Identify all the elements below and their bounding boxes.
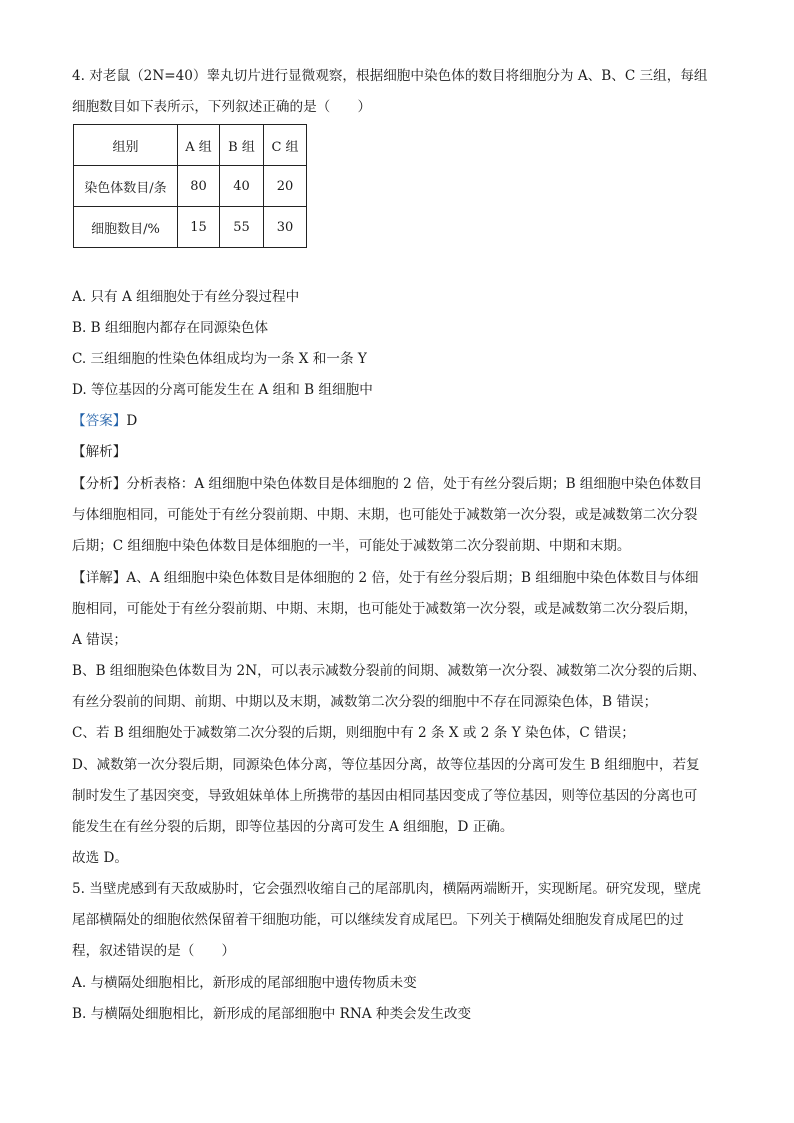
chromosome-table xyxy=(73,124,307,248)
q4-option-d: D. 等位基因的分离可能发生在 A 组和 B 组细胞中 xyxy=(72,382,373,398)
fenxi-line-3: 后期；C 组细胞中染色体数目是体细胞的一半，可能处于减数第二次分裂前期、中期和末期。 xyxy=(72,538,631,554)
explain-b-line-1: B、B 组细胞染色体数目为 2N，可以表示减数分裂前的间期、减数第一次分裂、减数第二次分裂的后期、 xyxy=(72,663,706,679)
table-cell: 55 xyxy=(220,207,264,248)
q5-stem-line-3: 程，叙述错误的是（ ） xyxy=(72,943,236,959)
xiangjie-line-2: 胞相同，可能处于有丝分裂前期、中期、末期，也可能处于减数第一次分裂，或是减数第二次分裂后期， xyxy=(72,601,698,617)
table-cell: 30 xyxy=(264,207,307,248)
explain-d-line-1: D、减数第一次分裂后期，同源染色体分离，等位基因分离，故等位基因的分离可发生 B 组细胞中，若复 xyxy=(72,757,700,773)
answer-tag: 【答案】 xyxy=(72,413,127,429)
q5-stem-line-2: 尾部横隔处的细胞依然保留着干细胞功能，可以继续发育成尾巴。下列关于横隔处细胞发育成尾巴的过 xyxy=(72,912,684,928)
fenxi-line-1 xyxy=(72,474,702,494)
q5-option-b: B. 与横隔处细胞相比，新形成的尾部细胞中 RNA 种类会发生改变 xyxy=(72,1006,472,1022)
table-cell: 40 xyxy=(220,166,264,207)
q4-stem-line-2: 细胞数目如下表所示，下列叙述正确的是（ ） xyxy=(72,99,372,115)
table-row xyxy=(74,166,307,207)
table-header-row xyxy=(74,125,307,166)
table-header-cell: 组别 xyxy=(74,125,178,166)
xiangjie-tag: 【详解】 xyxy=(72,570,127,586)
xiangjie-text: A、A 组细胞中染色体数目是体细胞的 2 倍，处于有丝分裂后期；B 组细胞中染色体数目与体细 xyxy=(126,570,699,586)
table-header-cell: A 组 xyxy=(178,125,220,166)
table-header-cell: B 组 xyxy=(220,125,264,166)
table-cell: 15 xyxy=(178,207,220,248)
q4-option-a: A. 只有 A 组细胞处于有丝分裂过程中 xyxy=(72,289,300,305)
q4-option-c: C. 三组细胞的性染色体组成均为一条 X 和一条 Y xyxy=(72,351,367,367)
explain-b-line-2: 有丝分裂前的间期、前期、中期以及末期，减数第二次分裂的细胞中不存在同源染色体，B 错误； xyxy=(72,694,658,710)
q5-option-a: A. 与横隔处细胞相比，新形成的尾部细胞中遗传物质未变 xyxy=(72,975,417,991)
table-cell: 80 xyxy=(178,166,220,207)
explain-d-line-3: 能发生在有丝分裂的后期，即等位基因的分离可发生 A 组细胞，D 正确。 xyxy=(72,819,514,835)
fenxi-text: 分析表格：A 组细胞中染色体数目是体细胞的 2 倍，处于有丝分裂后期；B 组细胞中染色体数目 xyxy=(126,476,703,492)
analysis-tag: 【解析】 xyxy=(72,444,127,460)
table-header-cell: C 组 xyxy=(264,125,307,166)
q4-stem-line-1: 4. 对老鼠（2N=40）睾丸切片进行显微观察，根据细胞中染色体的数目将细胞分为 A、B、C 三组，每组 xyxy=(72,68,708,84)
table-cell: 细胞数目/% xyxy=(74,207,178,248)
fenxi-line-2: 与体细胞相同，可能处于有丝分裂前期、中期、末期，也可能处于减数第一次分裂，或是减数第二次分裂 xyxy=(72,507,698,523)
table-cell: 20 xyxy=(264,166,307,207)
table-row xyxy=(74,207,307,248)
answer-value: D xyxy=(126,413,138,429)
q5-stem-line-1: 5. 当壁虎感到有天敌威胁时，它会强烈收缩自己的尾部肌肉，横隔两端断开，实现断尾。研究发现，壁虎 xyxy=(72,881,702,897)
conclusion-line: 故选 D。 xyxy=(72,850,129,866)
fenxi-tag: 【分析】 xyxy=(72,476,127,492)
explain-c-line-1: C、若 B 组细胞处于减数第二次分裂的后期，则细胞中有 2 条 X 或 2 条 Y 染色体，C 错误； xyxy=(72,725,635,741)
table-cell: 染色体数目/条 xyxy=(74,166,178,207)
answer-line xyxy=(72,411,137,431)
q4-option-b: B. B 组细胞内都存在同源染色体 xyxy=(72,320,269,336)
explain-d-line-2: 制时发生了基因突变，导致姐妹单体上所携带的基因由相同基因变成了等位基因，则等位基因的分离也可 xyxy=(72,788,698,804)
xiangjie-line-1 xyxy=(72,568,699,588)
xiangjie-line-3: A 错误； xyxy=(72,632,127,648)
